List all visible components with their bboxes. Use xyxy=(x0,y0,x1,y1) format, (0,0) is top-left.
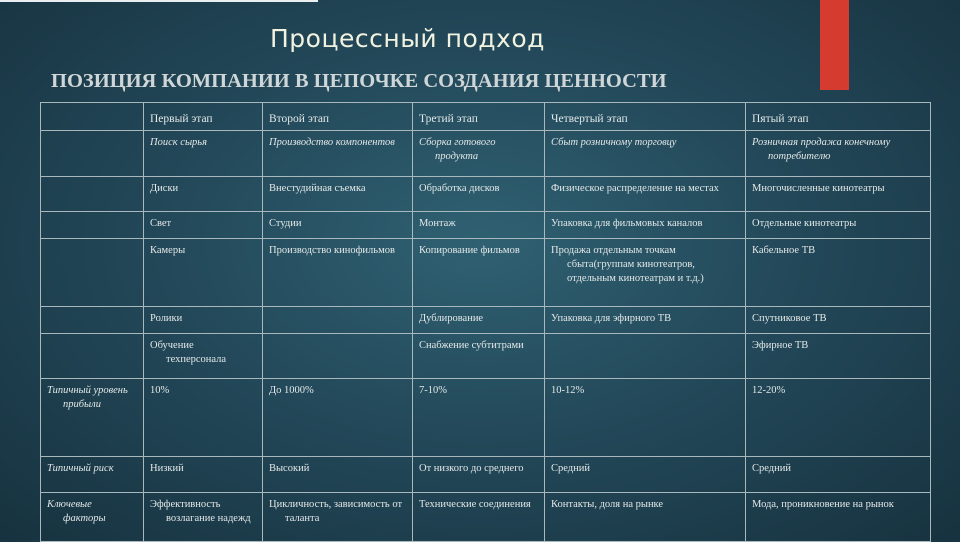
table-cell: Низкий xyxy=(144,456,263,492)
table-cell xyxy=(41,130,144,176)
row-label-cell: Типичный риск xyxy=(41,456,144,492)
table-row xyxy=(41,211,931,238)
table-cell: От низкого до среднего xyxy=(413,456,545,492)
table-cell: Упаковка для фильмовых каналов xyxy=(545,211,746,238)
table-cell xyxy=(41,211,144,238)
table-row xyxy=(41,333,931,378)
table-header-cell: Четвертый этап xyxy=(545,103,746,131)
table-row xyxy=(41,176,931,211)
table-cell: Спутниковое ТВ xyxy=(746,306,931,333)
table-cell: Мода, проникновение на рынок xyxy=(746,492,931,541)
table-header-cell: Третий этап xyxy=(413,103,545,131)
row-label-cell: Типичный уровень прибыли xyxy=(41,378,144,456)
table-cell: Внестудийная съемка xyxy=(263,176,413,211)
accent-bar xyxy=(820,0,849,90)
table-header-cell: Первый этап xyxy=(144,103,263,131)
table-header-cell xyxy=(41,103,144,131)
table-cell: Монтаж xyxy=(413,211,545,238)
table-cell: 12-20% xyxy=(746,378,931,456)
table-cell: 7-10% xyxy=(413,378,545,456)
table-cell: Отдельные кинотеатры xyxy=(746,211,931,238)
table-cell: Сбыт розничному торговцу xyxy=(545,130,746,176)
table-header-row xyxy=(41,103,931,131)
table-cell: Свет xyxy=(144,211,263,238)
table-header-cell: Второй этап xyxy=(263,103,413,131)
table-cell: 10-12% xyxy=(545,378,746,456)
page-title: Процессный подход xyxy=(270,24,545,53)
table-cell: Высокий xyxy=(263,456,413,492)
table-row xyxy=(41,456,931,492)
table-cell: Физическое распределение на местах xyxy=(545,176,746,211)
table-cell: Ролики xyxy=(144,306,263,333)
table-cell xyxy=(545,333,746,378)
table-cell: Обработка дисков xyxy=(413,176,545,211)
table-row xyxy=(41,378,931,456)
table-cell xyxy=(263,306,413,333)
table-subheader-row xyxy=(41,130,931,176)
table-row xyxy=(41,238,931,306)
table-cell xyxy=(41,333,144,378)
table-cell xyxy=(41,176,144,211)
table-cell: До 1000% xyxy=(263,378,413,456)
table-cell: Продажа отдельным точкам сбыта(группам кинотеатров, отдельным кинотеатрам и т.д.) xyxy=(545,238,746,306)
table-cell: Диски xyxy=(144,176,263,211)
table-cell: Обучение техперсонала xyxy=(144,333,263,378)
table-cell: Эффективность возлагание надежд xyxy=(144,492,263,541)
table-cell: Дублирование xyxy=(413,306,545,333)
table-row xyxy=(41,492,931,541)
row-label-cell: Ключевые факторы xyxy=(41,492,144,541)
table-cell: Средний xyxy=(746,456,931,492)
value-chain-table xyxy=(40,102,931,542)
table-cell: Студии xyxy=(263,211,413,238)
table-cell xyxy=(263,333,413,378)
table-cell: Снабжение субтитрами xyxy=(413,333,545,378)
table-cell: Производство компонентов xyxy=(263,130,413,176)
table-cell xyxy=(41,306,144,333)
table-cell: Камеры xyxy=(144,238,263,306)
page-subtitle: ПОЗИЦИЯ КОМПАНИИ В ЦЕПОЧКЕ СОЗДАНИЯ ЦЕННОСТИ xyxy=(51,70,667,92)
table-cell: Сборка готового продукта xyxy=(413,130,545,176)
table-cell: Цикличность, зависимость от таланта xyxy=(263,492,413,541)
table-row xyxy=(41,306,931,333)
table-cell: Розничная продажа конечному потребителю xyxy=(746,130,931,176)
table-cell: Многочисленные кинотеатры xyxy=(746,176,931,211)
table-cell: Эфирное ТВ xyxy=(746,333,931,378)
table-cell: Упаковка для эфирного ТВ xyxy=(545,306,746,333)
table-cell xyxy=(41,238,144,306)
top-divider-line xyxy=(0,0,318,2)
table-cell: Производство кинофильмов xyxy=(263,238,413,306)
table-cell: Контакты, доля на рынке xyxy=(545,492,746,541)
table-cell: Кабельное ТВ xyxy=(746,238,931,306)
table-cell: Средний xyxy=(545,456,746,492)
table-cell: Поиск сырья xyxy=(144,130,263,176)
table-header-cell: Пятый этап xyxy=(746,103,931,131)
table-cell: 10% xyxy=(144,378,263,456)
table-cell: Технические соединения xyxy=(413,492,545,541)
table-cell: Копирование фильмов xyxy=(413,238,545,306)
